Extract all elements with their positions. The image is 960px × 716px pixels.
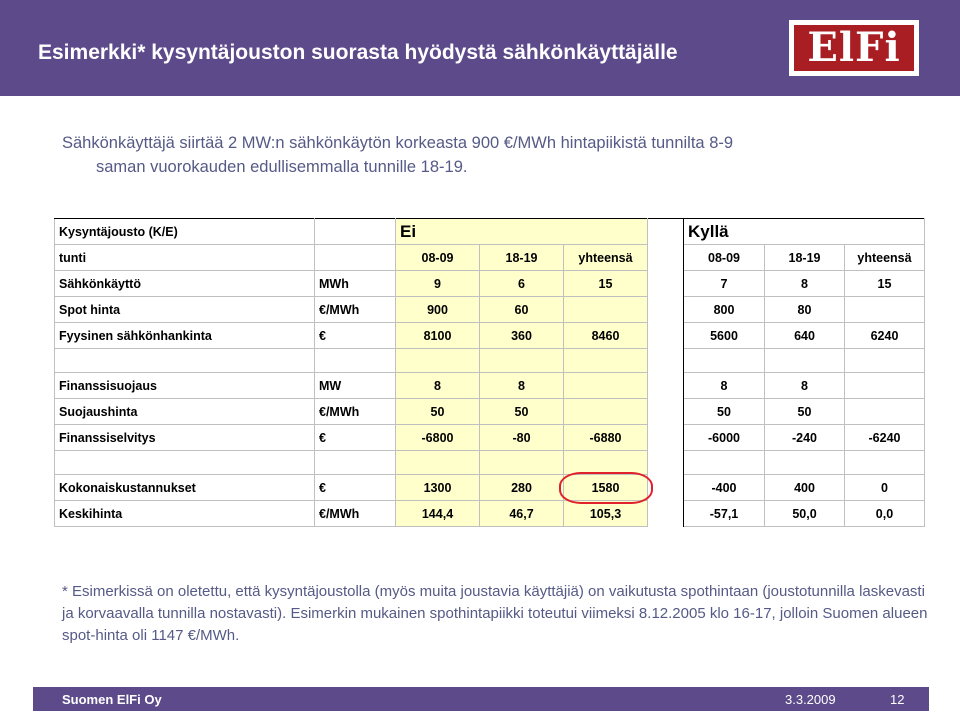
cell-kylla: 80 bbox=[765, 297, 845, 323]
column-gap bbox=[648, 219, 684, 245]
table-row bbox=[55, 219, 925, 245]
cell-kylla: -240 bbox=[765, 425, 845, 451]
cell-ei: 900 bbox=[396, 297, 480, 323]
group-header-kylla: Kyllä bbox=[684, 219, 925, 245]
cell-ei: 18-19 bbox=[480, 245, 564, 271]
column-gap bbox=[648, 245, 684, 271]
highlight-circle bbox=[559, 472, 653, 504]
cost-table bbox=[54, 218, 925, 527]
cell-ei: 46,7 bbox=[480, 501, 564, 527]
cell-ei: yhteensä bbox=[564, 245, 648, 271]
cell-ei: 1300 bbox=[396, 475, 480, 501]
footer-page-number: 12 bbox=[890, 692, 905, 707]
cell-kylla bbox=[684, 451, 765, 475]
row-unit bbox=[315, 245, 396, 271]
cell-kylla bbox=[845, 373, 925, 399]
cell-kylla: -6240 bbox=[845, 425, 925, 451]
row-label: Kysyntäjousto (K/E) bbox=[55, 219, 315, 245]
row-unit: MWh bbox=[315, 271, 396, 297]
cell-ei bbox=[396, 349, 480, 373]
row-unit: €/MWh bbox=[315, 297, 396, 323]
cell-kylla: yhteensä bbox=[845, 245, 925, 271]
spreadsheet-table bbox=[54, 218, 925, 527]
row-label: Kokonaiskustannukset bbox=[55, 475, 315, 501]
row-unit: € bbox=[315, 425, 396, 451]
cell-kylla: 5600 bbox=[684, 323, 765, 349]
column-gap bbox=[648, 475, 684, 501]
cell-ei: 8 bbox=[396, 373, 480, 399]
cell-kylla: 640 bbox=[765, 323, 845, 349]
cell-kylla: 400 bbox=[765, 475, 845, 501]
slide-footer bbox=[33, 687, 929, 711]
intro-line-1: Sähkönkäyttäjä siirtää 2 MW:n sähkönkäytön korkeasta 900 €/MWh hintapiikistä tunnilta 8-9 bbox=[62, 134, 734, 152]
cell-ei: 08-09 bbox=[396, 245, 480, 271]
row-unit: € bbox=[315, 475, 396, 501]
footer-company: Suomen ElFi Oy bbox=[62, 692, 162, 707]
table-row bbox=[55, 323, 925, 349]
cell-kylla: -6000 bbox=[684, 425, 765, 451]
table-row bbox=[55, 501, 925, 527]
row-label: Suojaushinta bbox=[55, 399, 315, 425]
cell-ei bbox=[564, 399, 648, 425]
cell-kylla: 8 bbox=[765, 271, 845, 297]
cell-ei bbox=[564, 349, 648, 373]
column-gap bbox=[648, 501, 684, 527]
column-gap bbox=[648, 399, 684, 425]
cell-kylla: 8 bbox=[684, 373, 765, 399]
group-header-ei: Ei bbox=[396, 219, 648, 245]
intro-text bbox=[62, 131, 733, 179]
row-unit: €/MWh bbox=[315, 501, 396, 527]
cell-ei bbox=[564, 451, 648, 475]
cell-ei: 6 bbox=[480, 271, 564, 297]
table-row bbox=[55, 373, 925, 399]
column-gap bbox=[648, 271, 684, 297]
cell-ei bbox=[480, 349, 564, 373]
cell-ei: 144,4 bbox=[396, 501, 480, 527]
cell-kylla: 6240 bbox=[845, 323, 925, 349]
table-row bbox=[55, 297, 925, 323]
row-unit bbox=[315, 219, 396, 245]
column-gap bbox=[648, 349, 684, 373]
column-gap bbox=[648, 297, 684, 323]
column-gap bbox=[648, 323, 684, 349]
cell-kylla: 50 bbox=[765, 399, 845, 425]
cell-ei: 9 bbox=[396, 271, 480, 297]
row-label: Finanssiselvitys bbox=[55, 425, 315, 451]
cell-kylla bbox=[684, 349, 765, 373]
cell-ei: 50 bbox=[480, 399, 564, 425]
cell-kylla bbox=[845, 451, 925, 475]
table-row bbox=[55, 271, 925, 297]
intro-line-2: saman vuorokauden edullisemmalla tunnille 18-19. bbox=[96, 158, 468, 176]
column-gap bbox=[648, 425, 684, 451]
cell-kylla bbox=[845, 399, 925, 425]
footer-date: 3.3.2009 bbox=[785, 692, 836, 707]
row-label bbox=[55, 349, 315, 373]
cell-ei: 8100 bbox=[396, 323, 480, 349]
cell-kylla: -400 bbox=[684, 475, 765, 501]
row-unit: €/MWh bbox=[315, 399, 396, 425]
table-row bbox=[55, 245, 925, 271]
slide-header bbox=[0, 0, 960, 96]
table-row bbox=[55, 399, 925, 425]
cell-ei: 1580 bbox=[564, 475, 648, 501]
cell-kylla: 08-09 bbox=[684, 245, 765, 271]
column-gap bbox=[648, 373, 684, 399]
elfi-logo bbox=[789, 20, 919, 76]
cell-kylla: 18-19 bbox=[765, 245, 845, 271]
table-row bbox=[55, 475, 925, 501]
cell-kylla: 8 bbox=[765, 373, 845, 399]
table-spacer-row bbox=[55, 349, 925, 373]
cell-ei: 8460 bbox=[564, 323, 648, 349]
footnote: * Esimerkissä on oletettu, että kysyntäjoustolla (myös muita joustavia käyttäjiä) on vaikutusta spothintaan (joustotunnilla laskevasti ja korvaavalla tunnilla nostavasti). Esimerkin mukainen spothintapiikki toteutui viimeksi 8.12.2005 klo 16-17, jolloin Suomen alueen spot-hinta oli 1147 €/MWh. bbox=[62, 583, 928, 644]
cell-kylla bbox=[765, 451, 845, 475]
cell-ei: -6880 bbox=[564, 425, 648, 451]
table-row bbox=[55, 425, 925, 451]
row-unit: € bbox=[315, 323, 396, 349]
table-spacer-row bbox=[55, 451, 925, 475]
cell-kylla: 800 bbox=[684, 297, 765, 323]
row-unit bbox=[315, 349, 396, 373]
cell-ei bbox=[564, 373, 648, 399]
cell-kylla: 15 bbox=[845, 271, 925, 297]
cell-kylla: 7 bbox=[684, 271, 765, 297]
cell-kylla: 50 bbox=[684, 399, 765, 425]
cell-kylla: -57,1 bbox=[684, 501, 765, 527]
cell-kylla bbox=[845, 349, 925, 373]
row-label: Sähkönkäyttö bbox=[55, 271, 315, 297]
cell-ei: 360 bbox=[480, 323, 564, 349]
cell-ei: 50 bbox=[396, 399, 480, 425]
cell-kylla: 50,0 bbox=[765, 501, 845, 527]
cell-kylla bbox=[765, 349, 845, 373]
row-label: tunti bbox=[55, 245, 315, 271]
column-gap bbox=[648, 451, 684, 475]
cell-kylla: 0,0 bbox=[845, 501, 925, 527]
row-label: Spot hinta bbox=[55, 297, 315, 323]
row-unit bbox=[315, 451, 396, 475]
cell-ei: 8 bbox=[480, 373, 564, 399]
row-label: Fyysinen sähkönhankinta bbox=[55, 323, 315, 349]
row-unit: MW bbox=[315, 373, 396, 399]
cell-ei bbox=[480, 451, 564, 475]
row-label: Finanssisuojaus bbox=[55, 373, 315, 399]
cell-kylla bbox=[845, 297, 925, 323]
logo-text: ElFi bbox=[794, 25, 914, 71]
cell-ei: -6800 bbox=[396, 425, 480, 451]
slide-title: Esimerkki* kysyntäjouston suorasta hyödystä sähkönkäyttäjälle bbox=[38, 41, 678, 64]
cell-ei: -80 bbox=[480, 425, 564, 451]
cell-kylla: 0 bbox=[845, 475, 925, 501]
row-label bbox=[55, 451, 315, 475]
cell-ei: 280 bbox=[480, 475, 564, 501]
cell-ei bbox=[564, 297, 648, 323]
cell-ei bbox=[396, 451, 480, 475]
cell-ei: 105,3 bbox=[564, 501, 648, 527]
cell-ei: 15 bbox=[564, 271, 648, 297]
row-label: Keskihinta bbox=[55, 501, 315, 527]
cell-ei: 60 bbox=[480, 297, 564, 323]
